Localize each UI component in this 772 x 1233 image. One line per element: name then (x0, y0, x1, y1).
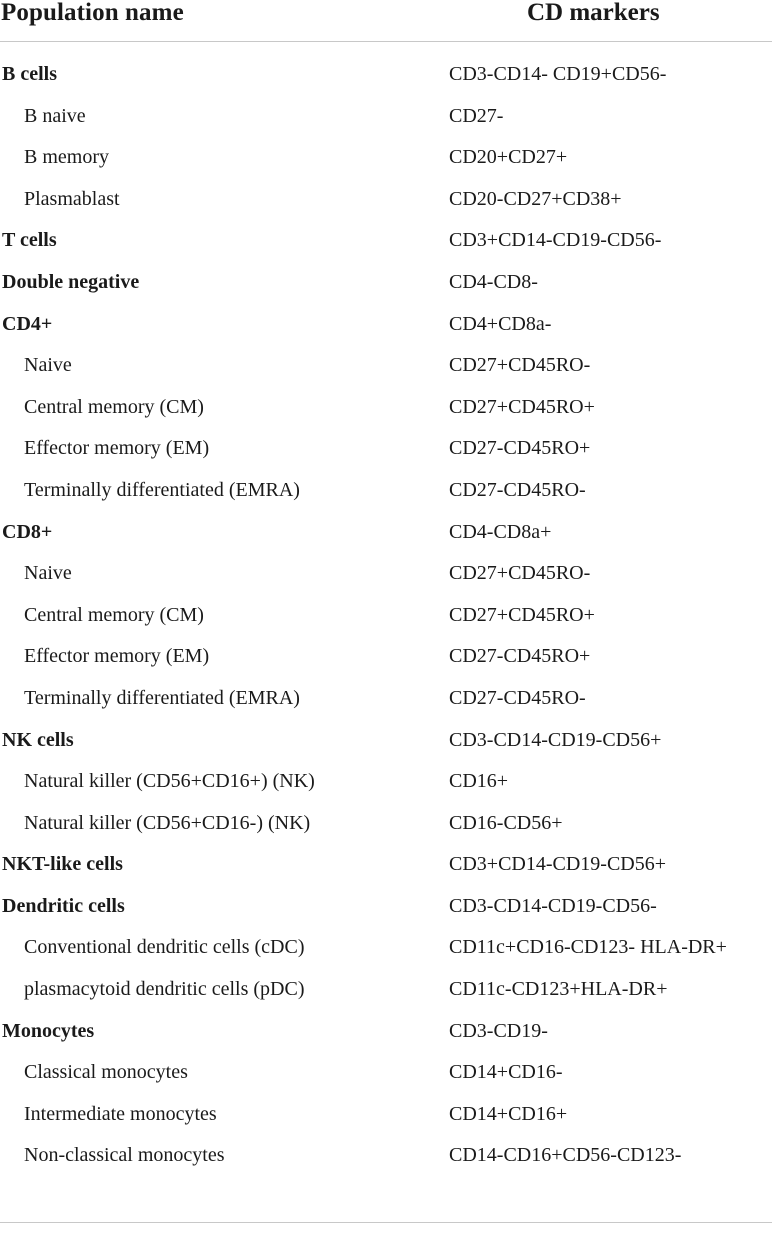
cd-markers-cell: CD11c+CD16-CD123- HLA-DR+ (449, 936, 727, 959)
table-row (0, 1135, 772, 1177)
bottom-rule (0, 1222, 772, 1223)
cd-markers-cell: CD3-CD14-CD19-CD56- (449, 894, 657, 917)
cd-markers-cell: CD27-CD45RO+ (449, 437, 591, 460)
header-cd-markers: CD markers (527, 0, 660, 26)
population-name-cell: Double negative (2, 270, 140, 293)
population-name-cell: Classical monocytes (24, 1061, 188, 1084)
table-group-row (0, 844, 772, 886)
table-group-row (0, 1011, 772, 1053)
population-name-cell: Non-classical monocytes (24, 1144, 225, 1167)
cd-markers-cell: CD14+CD16- (449, 1061, 563, 1084)
cd-markers-cell: CD14+CD16+ (449, 1102, 568, 1125)
table-row (0, 553, 772, 595)
cd-markers-cell: CD4+CD8a- (449, 312, 552, 335)
cd-markers-cell: CD27-CD45RO- (449, 686, 586, 709)
table-row (0, 803, 772, 845)
cd-markers-cell: CD27- (449, 104, 504, 127)
cd-markers-cell: CD14-CD16+CD56-CD123- (449, 1144, 682, 1167)
cd-markers-cell: CD4-CD8a+ (449, 520, 552, 543)
population-name-cell: Monocytes (2, 1019, 95, 1042)
population-name-cell: Terminally differentiated (EMRA) (24, 478, 300, 501)
table-group-row (0, 512, 772, 554)
population-name-cell: Terminally differentiated (EMRA) (24, 686, 300, 709)
cd-markers-cell: CD27+CD45RO+ (449, 395, 595, 418)
population-name-cell: Effector memory (EM) (24, 645, 210, 668)
cd-markers-cell: CD3-CD14- CD19+CD56- (449, 63, 667, 85)
population-name-cell: Central memory (CM) (24, 395, 204, 418)
population-name-cell: T cells (2, 229, 57, 252)
table-row (0, 595, 772, 637)
population-name-cell: NK cells (2, 728, 74, 751)
table-row (0, 428, 772, 470)
table-row (0, 470, 772, 512)
table-group-row (0, 262, 772, 304)
table-group-row (0, 720, 772, 762)
population-name-cell: Intermediate monocytes (24, 1102, 217, 1125)
cd-markers-cell: CD4-CD8- (449, 270, 538, 293)
table-row (0, 1052, 772, 1094)
table-row (0, 96, 772, 138)
cd-markers-cell: CD27-CD45RO+ (449, 645, 591, 668)
cd-markers-cell: CD3+CD14-CD19-CD56+ (449, 853, 667, 876)
table-row (0, 1094, 772, 1136)
population-name-cell: plasmacytoid dendritic cells (pDC) (24, 978, 305, 1001)
population-name-cell: B memory (24, 146, 109, 169)
population-name-cell: CD8+ (2, 520, 53, 543)
population-name-cell: Natural killer (CD56+CD16+) (NK) (24, 770, 315, 793)
table-group-row (0, 220, 772, 262)
table-row (0, 636, 772, 678)
population-name-cell: Plasmablast (24, 187, 120, 210)
population-name-cell: B cells (2, 63, 57, 85)
cd-markers-cell: CD3-CD19- (449, 1019, 548, 1042)
population-name-cell: Conventional dendritic cells (cDC) (24, 936, 305, 959)
population-name-cell: Effector memory (EM) (24, 437, 210, 460)
population-name-cell: NKT-like cells (2, 853, 123, 876)
population-name-cell: Central memory (CM) (24, 603, 204, 626)
cd-markers-cell: CD3+CD14-CD19-CD56- (449, 229, 662, 252)
table-group-row (0, 886, 772, 928)
population-name-cell: Naive (24, 562, 72, 585)
table-row (0, 678, 772, 720)
table-row (0, 927, 772, 969)
cd-markers-cell: CD27+CD45RO- (449, 562, 591, 585)
cd-markers-cell: CD20+CD27+ (449, 146, 568, 169)
table-group-row (0, 304, 772, 346)
table-row (0, 969, 772, 1011)
cd-markers-cell: CD27+CD45RO- (449, 354, 591, 377)
population-name-cell: Natural killer (CD56+CD16-) (NK) (24, 811, 311, 834)
cd-markers-cell: CD11c-CD123+HLA-DR+ (449, 978, 668, 1001)
table-header (0, 0, 772, 42)
cd-markers-cell: CD3-CD14-CD19-CD56+ (449, 728, 662, 751)
cd-markers-cell: CD27-CD45RO- (449, 478, 586, 501)
cd-markers-cell: CD16+ (449, 770, 509, 793)
table-group-row (0, 54, 772, 96)
table-row (0, 179, 772, 221)
cd-markers-cell: CD16-CD56+ (449, 811, 563, 834)
cd-markers-cell: CD27+CD45RO+ (449, 603, 595, 626)
population-name-cell: B naive (24, 104, 86, 127)
table-row (0, 761, 772, 803)
table-row (0, 137, 772, 179)
header-population-name: Population name (1, 0, 184, 26)
population-name-cell: CD4+ (2, 312, 53, 335)
table-row (0, 387, 772, 429)
cd-markers-cell: CD20-CD27+CD38+ (449, 187, 622, 210)
table-row (0, 345, 772, 387)
population-name-cell: Naive (24, 354, 72, 377)
table-body (0, 42, 772, 1177)
population-name-cell: Dendritic cells (2, 894, 125, 917)
